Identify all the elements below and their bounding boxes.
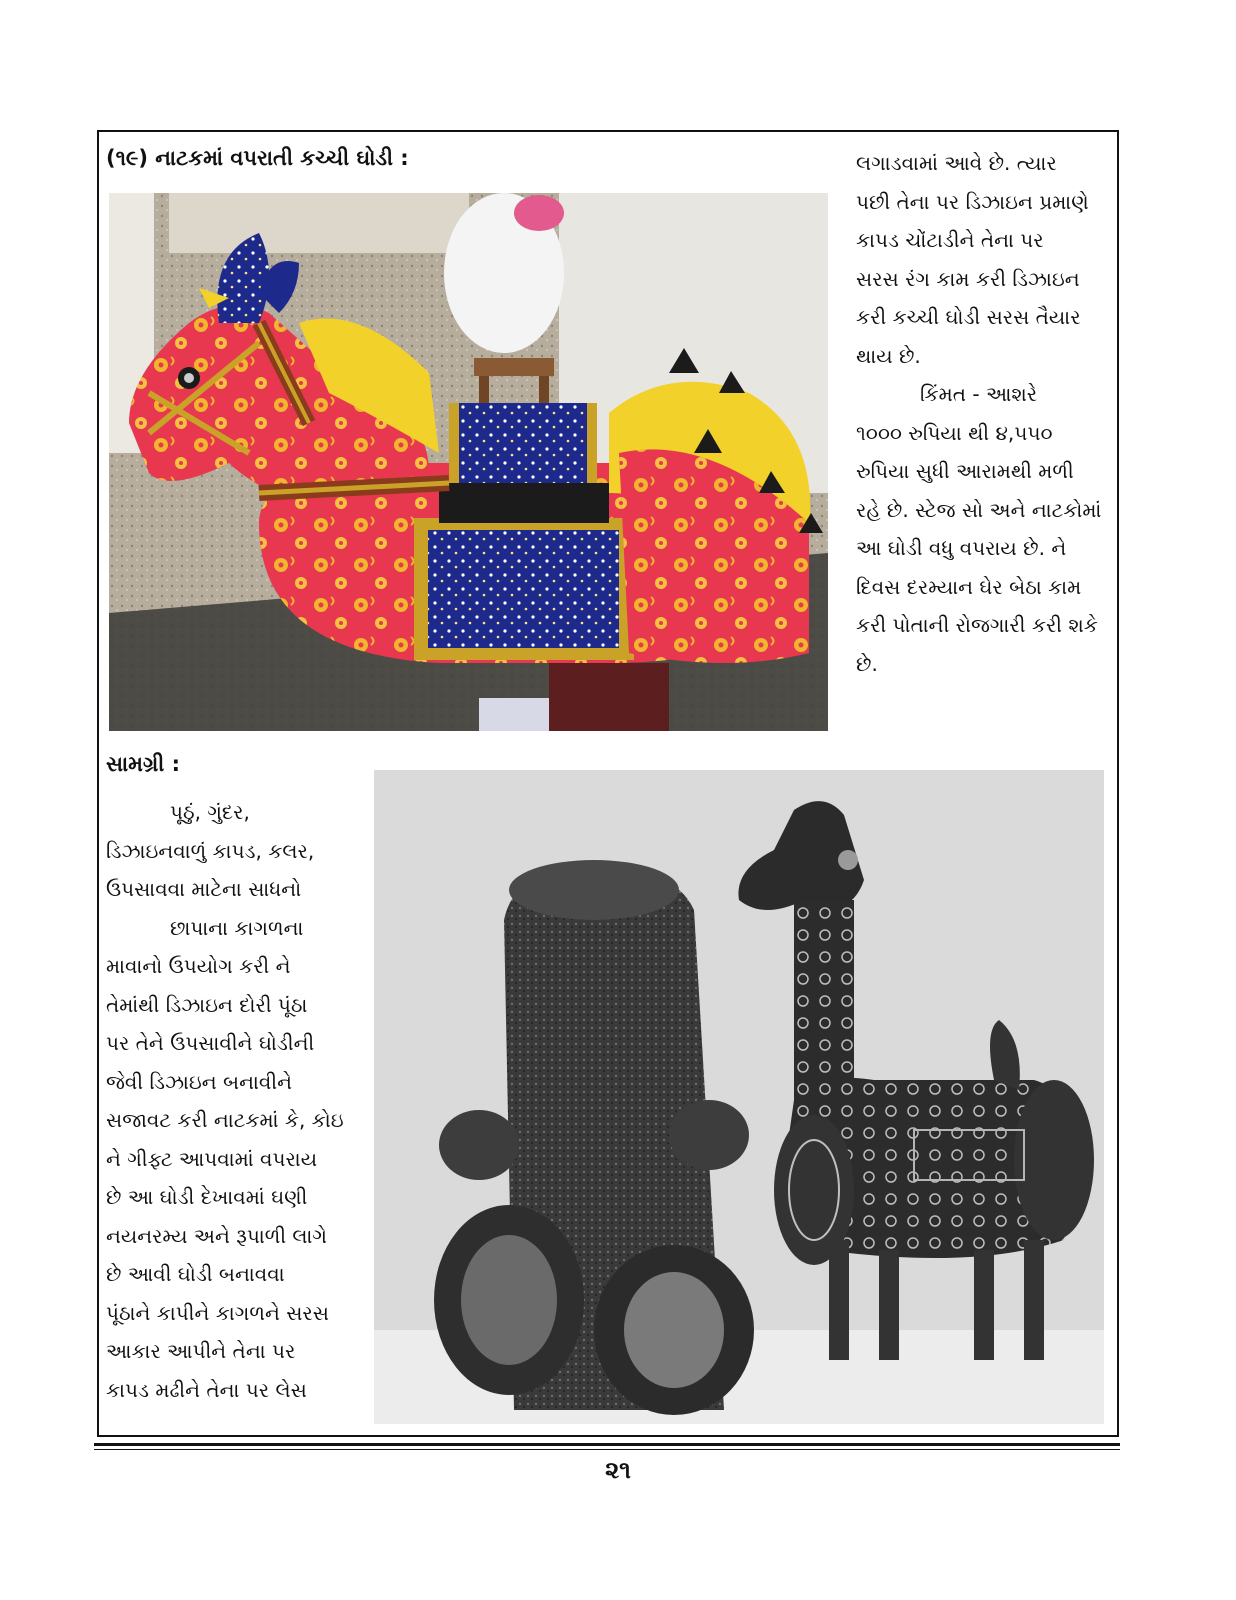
text-line: આકાર આપીને તેના પર <box>106 1339 296 1363</box>
text-line: પૂઠું, ગુંદર, <box>170 800 250 824</box>
text-line: છે આવી ઘોડી બનાવવા <box>106 1262 285 1286</box>
papier-mache-horse-photo <box>374 770 1104 1424</box>
text-line: કાપડ મઢીને તેના પર લેસ <box>106 1377 307 1402</box>
text-line: ને ગીફ્ટ આપવામાં વપરાય <box>106 1146 318 1171</box>
text-line: છાપાના કાગળના <box>170 915 304 940</box>
right-column-text <box>856 144 1108 683</box>
left-column-text <box>106 793 351 1409</box>
text-line: છે આ ઘોડી દેખાવમાં ઘણી <box>106 1185 308 1209</box>
text-line: ડિઝાઇનવાળું કાપડ, કલર, <box>106 838 315 863</box>
text-line: સજાવટ કરી નાટકમાં કે, કોઇ <box>106 1108 344 1132</box>
text-line: લગાડવામાં આવે છે. ત્યાર <box>856 151 1057 175</box>
text-line: દિવસ દરમ્યાન ઘેર બેઠા કામ <box>856 574 1082 599</box>
text-line: તેમાંથી ડિઝાઇન દોરી પૂંઠા <box>106 992 308 1017</box>
text-line: ઉપસાવવા માટેના સાધનો <box>106 877 302 901</box>
text-line: રહે છે. સ્ટેજ સો અને નાટકોમાં <box>856 497 1102 522</box>
text-line: સરસ રંગ કામ કરી ડિઝાઇન <box>856 266 1080 291</box>
text-line: જેવી ડિઝાઇન બનાવીને <box>106 1069 292 1094</box>
materials-heading: સામગ્રી : <box>106 752 181 776</box>
text-line: પર તેને ઉપસાવીને ઘોડીની <box>106 1031 315 1055</box>
footer-rule-thin <box>94 1449 1120 1450</box>
text-line: નયનરમ્ય અને રૂપાળી લાગે <box>106 1223 328 1248</box>
text-line: કરી કચ્ચી ઘોડી સરસ તૈયાર <box>856 305 1081 329</box>
section-heading: (૧૯) નાટકમાં વપરાતી કચ્ચી ઘોડી : <box>106 146 409 170</box>
text-line: ૧૦૦૦ રુપિયા થી ૪,૫૫૦ <box>856 420 1053 445</box>
text-line: આ ઘોડી વધુ વપરાય છે. ને <box>856 536 1067 560</box>
text-line: પૂંઠાને કાપીને કાગળને સરસ <box>106 1300 329 1325</box>
text-line: થાય છે. <box>856 343 921 368</box>
text-line: કરી પોતાની રોજગારી કરી શકે <box>856 613 1098 637</box>
text-line: રુપિયા સુધી આરામથી મળી <box>856 459 1074 483</box>
text-line: કાપડ ચોંટાડીને તેના પર <box>856 228 1044 252</box>
footer-rule <box>94 1443 1120 1446</box>
text-line: માવાનો ઉપયોગ કરી ને <box>106 954 291 978</box>
page-number: ૨૧ <box>605 1456 631 1484</box>
kachhi-ghodi-color-photo <box>109 193 828 731</box>
text-line: પછી તેના પર ડિઝાઇન પ્રમાણે <box>856 189 1089 214</box>
price-line: કિંમત - આશરે <box>920 382 1038 406</box>
text-line: છે. <box>856 651 878 676</box>
